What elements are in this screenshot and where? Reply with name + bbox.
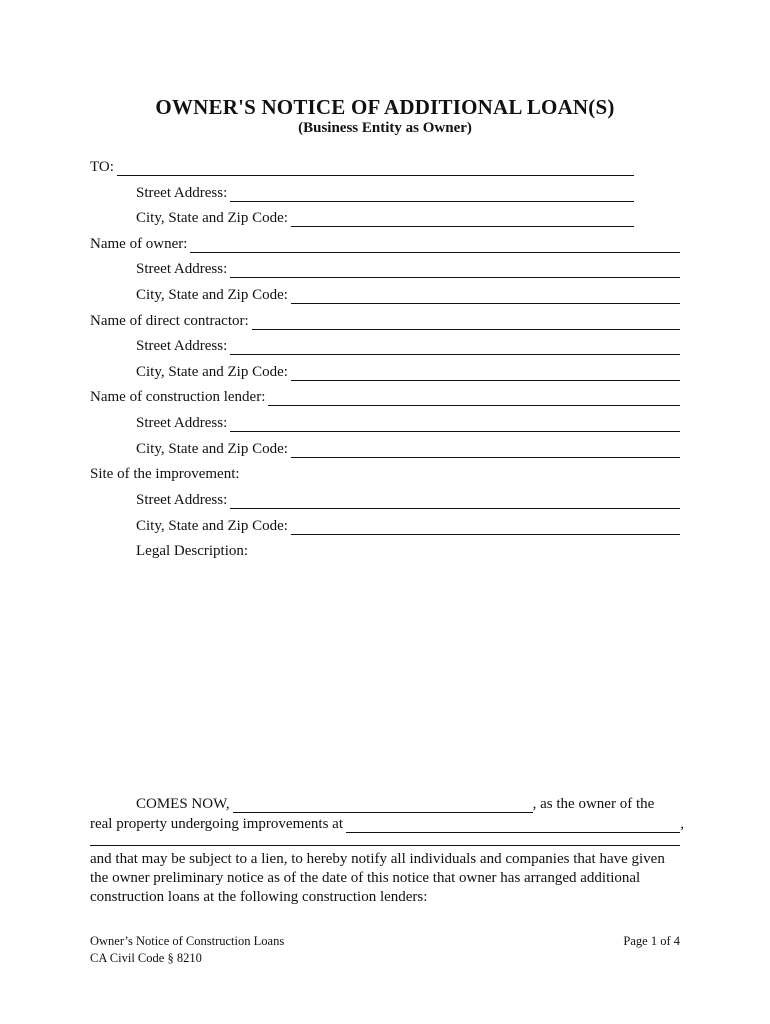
owner-name-line[interactable]: [190, 238, 680, 253]
to-label: TO:: [90, 159, 114, 175]
footer-code: CA Civil Code § 8210: [90, 951, 202, 965]
site-street-line[interactable]: [230, 494, 680, 509]
contractor-street-field[interactable]: [136, 335, 680, 355]
lender-name-field[interactable]: [90, 386, 680, 406]
site-city-label: City, State and Zip Code:: [136, 518, 288, 534]
contractor-street-label: Street Address:: [136, 338, 228, 354]
contractor-name-field[interactable]: [90, 310, 680, 330]
comma-text: ,: [680, 816, 684, 832]
legal-description-label: Legal Description:: [136, 543, 249, 559]
owner-entity-line[interactable]: [233, 798, 533, 813]
comes-now-row: [136, 793, 666, 813]
owner-street-field[interactable]: [136, 258, 680, 278]
property-address-line-2[interactable]: [90, 845, 680, 846]
owner-of-text: , as the owner of the: [532, 796, 655, 812]
owner-city-field[interactable]: [136, 284, 680, 304]
contractor-name-line[interactable]: [252, 315, 680, 330]
owner-city-label: City, State and Zip Code:: [136, 287, 288, 303]
footer-title: Owner’s Notice of Construction Loans: [90, 934, 285, 948]
site-street-field[interactable]: [136, 489, 680, 509]
owner-name-field[interactable]: [90, 233, 680, 253]
lender-name-line[interactable]: [268, 391, 680, 406]
page-number: Page 1 of 4: [623, 934, 680, 948]
lender-city-label: City, State and Zip Code:: [136, 441, 288, 457]
lender-street-label: Street Address:: [136, 415, 228, 431]
document-title: OWNER'S NOTICE OF ADDITIONAL LOAN(S): [155, 95, 615, 119]
to-street-label: Street Address:: [136, 185, 228, 201]
comes-now-label: COMES NOW,: [136, 796, 230, 812]
lender-street-field[interactable]: [136, 412, 680, 432]
site-city-field[interactable]: [136, 515, 680, 535]
contractor-city-label: City, State and Zip Code:: [136, 364, 288, 380]
to-city-label: City, State and Zip Code:: [136, 210, 288, 226]
document-subtitle: (Business Entity as Owner): [298, 120, 472, 136]
contractor-street-line[interactable]: [230, 340, 680, 355]
owner-street-line[interactable]: [230, 263, 680, 278]
to-city-line[interactable]: [291, 212, 634, 227]
site-city-line[interactable]: [291, 520, 680, 535]
to-city-field[interactable]: [136, 207, 634, 227]
contractor-name-label: Name of direct contractor:: [90, 313, 249, 329]
contractor-city-line[interactable]: [291, 366, 680, 381]
to-street-field[interactable]: [136, 182, 634, 202]
contractor-city-field[interactable]: [136, 361, 680, 381]
lender-name-label: Name of construction lender:: [90, 389, 266, 405]
to-street-line[interactable]: [230, 187, 634, 202]
real-property-label: real property undergoing improvements at: [90, 816, 343, 832]
site-street-label: Street Address:: [136, 492, 228, 508]
notice-paragraph: and that may be subject to a lien, to hereby notify all individuals and companies that have given the owner preliminary notice as of the date of this notice that owner has arranged additional construction loans at the following construction lenders:: [90, 851, 665, 905]
lender-street-line[interactable]: [230, 417, 680, 432]
lender-city-field[interactable]: [136, 438, 680, 458]
to-line[interactable]: [117, 161, 634, 176]
lender-city-line[interactable]: [291, 443, 680, 458]
to-field[interactable]: [90, 156, 634, 176]
owner-city-line[interactable]: [291, 289, 680, 304]
site-label: Site of the improvement:: [90, 466, 240, 482]
owner-name-label: Name of owner:: [90, 236, 188, 252]
owner-street-label: Street Address:: [136, 261, 228, 277]
property-address-line[interactable]: [346, 818, 680, 833]
property-address-row[interactable]: [90, 813, 684, 833]
